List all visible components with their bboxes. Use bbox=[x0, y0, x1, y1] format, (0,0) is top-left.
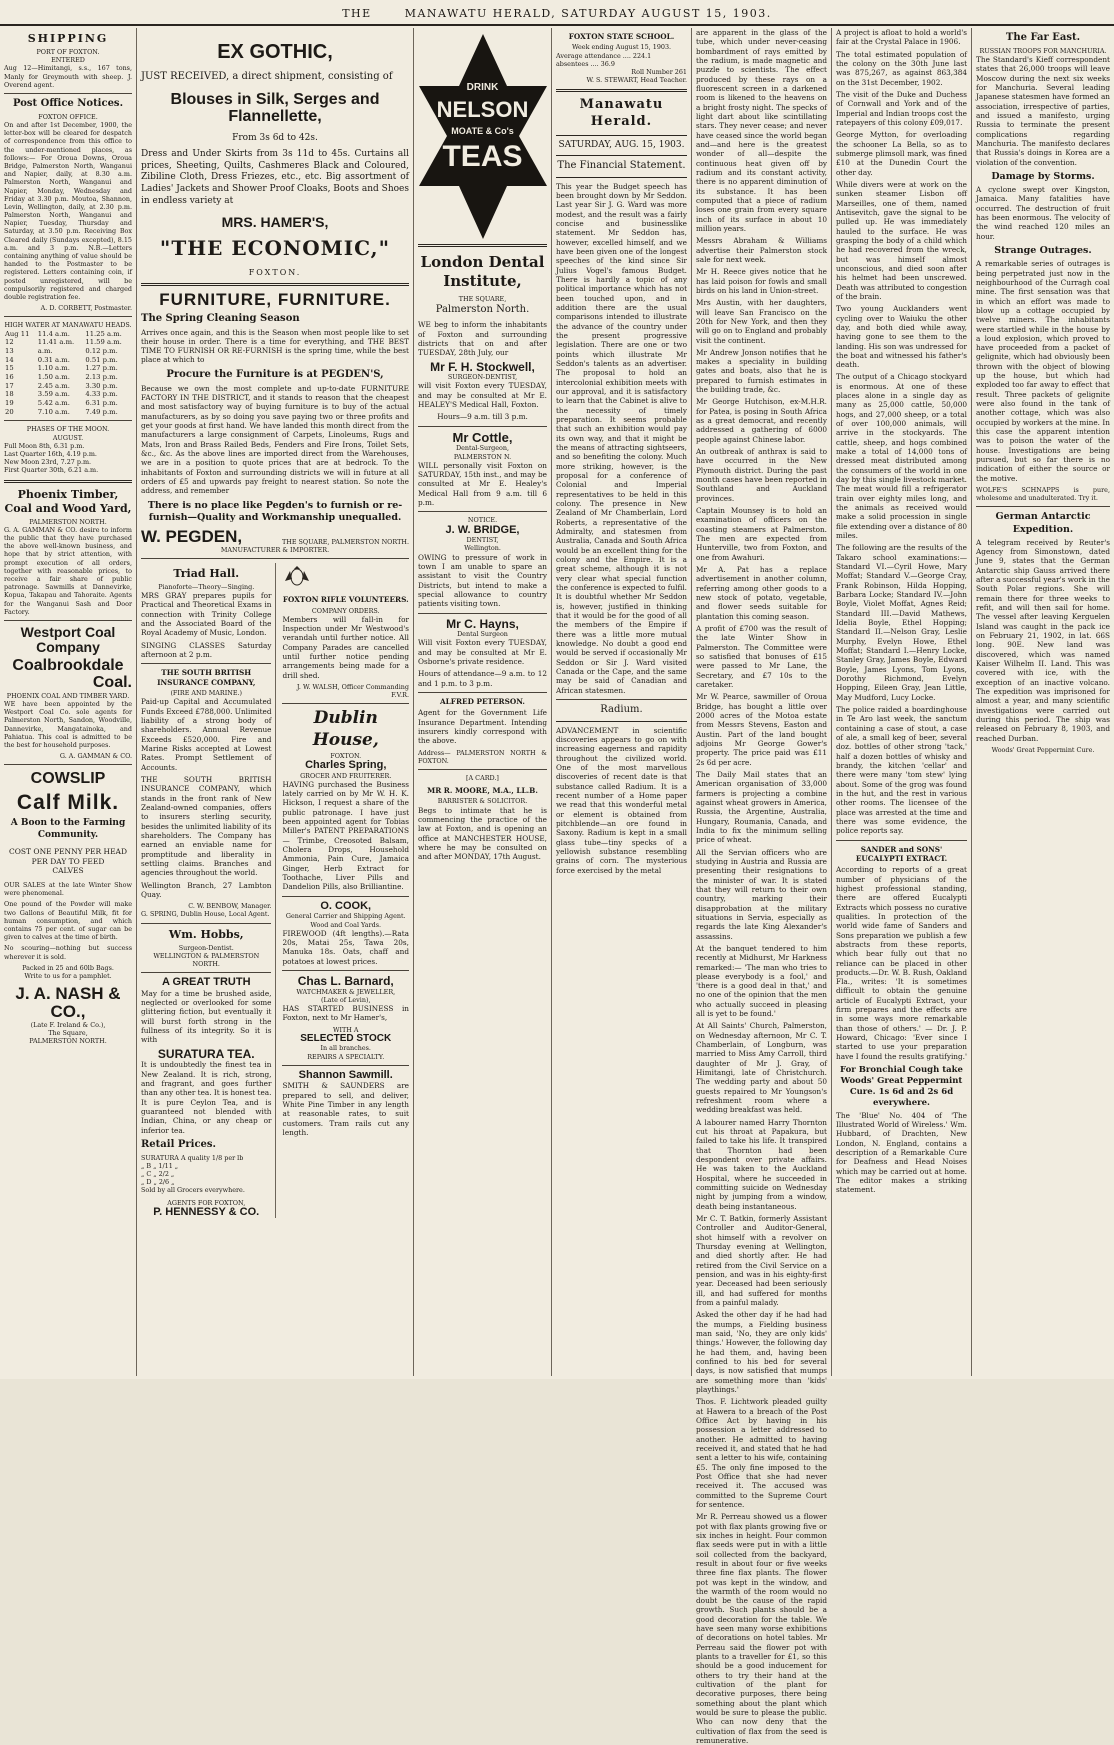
hobbs: Wm. Hobbs, bbox=[168, 927, 244, 941]
moon-row: First Quarter 30th, 6.21 a.m. bbox=[4, 466, 99, 475]
singing: SINGING CLASSES Saturday afternoon at 2 p.m. bbox=[141, 640, 272, 660]
sanders-text: According to reports of a great number of physicians of the highest professional standing, there are offered Eucalypti Extracts which possess no curative qualities. In protection of the world wide fame of Sanders and Sons preparation we publish a few abstracts from these reports, which bear fully out that no reliance can be placed in other products.—Dr. W. B. Rush, Oakland Fla., writes: 'It is sometimes difficult to obtain the genuine article of Eucalypti Extract, your firm prepares and the effects are in some ways more remarkable than those of others.' — Dr. J. P. Howard, Chicago: 'Ever since I started to use your preparation have I found the results gratifying.' bbox=[836, 865, 967, 1061]
cook: O. COOK, bbox=[320, 899, 372, 912]
col6-text9: The police raided a boardinghouse in Te Aro last week, the sanctum containing a case of stout, a case of ale, a small keg of beer, several doz. bottles of other strong 'tack,' half a dozen bottles of whisky and brandy, the kitchen 'cellar' and there were many 'tom stew' lying about. Some of the grog was found in the hut, and the rest in various other rooms. The licensee of the place was arrested at the time and there was some evidence, the police reports say. bbox=[836, 704, 967, 836]
great-truth: A GREAT TRUTH bbox=[161, 976, 251, 989]
stockwell-role: SURGEON-DENTIST, bbox=[447, 373, 518, 382]
tide-cell: 20 bbox=[5, 407, 14, 416]
calf-milk: Calf Milk. bbox=[16, 791, 120, 815]
coal: Coal. bbox=[92, 674, 132, 692]
cost-b: PER DAY TO FEED bbox=[31, 856, 105, 866]
southbrit-sub: (FIRE AND MARINE.) bbox=[170, 689, 243, 698]
masthead-center: MANAWATU HERALD, SATURDAY AUGUST 15, 1903. bbox=[404, 7, 772, 20]
tide-row bbox=[4, 330, 132, 339]
procure-text: Because we own the most complete and up-to-date FURNITURE FACTORY IN THE DISTRICT, and it stands to reason that the cheapest and most satisfactory way of buying furniture is to buy of the actual manufacturers, as by so doing you save paying two or three profits and get your goods at first hand. We have landed this month direct from the manufacturers a large consignment of Carpets, Linoleums, Rugs and Mats, Iron and Brass Railed Beds, Fenders and Fire Irons, Toilet Sets, &c., &c. As the above lines are imported direct from the Warehouses, we are in a position to quote prices that are at bedrock. To the inhabitants of Foxton and surrounding districts we will in future at all orders of £5 and upwards pay freight to nearest station. So note the address, and remember bbox=[141, 383, 409, 496]
barnard-text: HAS STARTED BUSINESS in Foxton, next to Mr Hamer's, bbox=[282, 1003, 409, 1023]
southbrit-branch: Wellington Branch, 27 Lambton Quay. bbox=[141, 880, 272, 899]
cowslip: COWSLIP bbox=[30, 770, 106, 788]
tide-cell: 1.50 a.m. bbox=[37, 372, 70, 381]
noplace: There is no place like Pegden's to furnish or re-furnish—Quality and Workmanship unequalled. bbox=[147, 499, 403, 523]
tide-cell: 0.12 p.m. bbox=[85, 346, 118, 355]
moon-row: New Moon 23rd, 7.27 p.m. bbox=[4, 458, 92, 467]
col6-text10: The 'Blue' No. 404 of 'The Illustrated World of Wireless.' Wm. Hubbard, of Drachten, New London, N. England, contains a description of a Remarkable Cure for Deafness and Head Noises which may be carried out at home. The editor makes a striking statement. bbox=[836, 1110, 967, 1195]
tide-cell: 11.4 a.m. bbox=[37, 329, 70, 338]
rifle-text: Members will fall-in for Inspection under Mr Westwood's verandah until further notice. All Company Parades are cancelled until further notice pending arrangements being made for a drill shed. bbox=[282, 614, 409, 680]
tide-row bbox=[4, 356, 132, 365]
rifle-sub: COMPANY ORDERS. bbox=[311, 606, 380, 615]
stockwell-text: will visit Foxton every TUESDAY, and may be consulted at Mr E. HEALEY'S Medical Hall, Foxton. bbox=[418, 381, 547, 410]
cost-a: COST ONE PENNY PER HEAD bbox=[9, 847, 127, 857]
col5-text13: All the Servian officers who are studying in Austria and Russia are presenting their resignations to the minister of war. It is stated that they will return to their own country, marking their disapprobation at the military situations in Servia, especially as regards the late King Alexander's assassins. bbox=[696, 847, 827, 941]
barnard-role: WATCHMAKER & JEWELLER, bbox=[296, 987, 396, 996]
london: London Dental Institute, bbox=[420, 253, 545, 291]
col5-text16: A labourer named Harry Thornton cut his throat at Papakura, but failed to take his life. It transpired that Thornton had been despondent over private affairs. He was taken to the Auckland Hospital, where he succeeded in committing suicide on Wednesday night by jumping from a window, death being instantaneous. bbox=[696, 1117, 827, 1211]
triad-text: MRS GRAY prepares pupils for Practical and Theoretical Exams in connection with Trinity College and the Associated Board of the Royal Academy of Music, London. bbox=[141, 591, 272, 638]
tide-row bbox=[4, 399, 132, 408]
col6-text8: The following are the results of the Takaro school examinations:— Standard VI.—Cyril Howe, Mary Moffat; Standard V.—George Cray, Frank Robinson, Hilda Hopping, Barbara Locke; Standard IV.—John Boyle, Violet Moffat, Agnes Reid; Standard III.—David Mathews, Idelia Boyle, Ethel Hopping; Standard II.—Nelson Gray, Leslie Murphy, Evelyn Howe, Ethel Moffat; Standard I.—Henry Locke, Stanley Gray, James Boyle, Edward Boyle, James Lyons, Tom Lyons, Dorothy Richmond, Evelyn Hopping, Eileen Gray, Jean Little, May Mudford, Lucy Locke. bbox=[836, 543, 967, 702]
masthead bbox=[0, 2, 1114, 26]
shipping-entered: ENTERED bbox=[51, 56, 85, 65]
dublin-loc: FOXTON. bbox=[330, 751, 362, 760]
col5-text5: Mr Andrew Jonson notifies that he makes a speciality in building gates and boats, also that he is prepared to furnish estimates in the building trade, &c. bbox=[696, 347, 827, 395]
phoenix-title: Phoenix Timber, Coal and Wood Yard, bbox=[4, 487, 132, 515]
retail-list bbox=[141, 1154, 271, 1187]
teas: TEAS bbox=[442, 140, 523, 173]
col5-text10: A profit of £700 was the result of the late Winter Show in Palmerston. The Committee were so satisfied that bonuses of £15 were passed to Mr Lane, the Secretary, and £7 10s to the caretaker. bbox=[696, 624, 827, 689]
tide-cell: a.m. bbox=[37, 346, 53, 355]
tide-cell: 5.42 a.m. bbox=[37, 399, 70, 407]
sanders: SANDER and SONS' EUCALYPTI EXTRACT. bbox=[855, 844, 948, 863]
shipping-row: Aug 12—Himitangi, s.s., 167 tons, Manly for Greymouth with sheep. J. Overend agent. bbox=[4, 64, 132, 89]
school-sign: W. S. STEWART, Head Teacher. bbox=[586, 76, 687, 85]
pegden: W. PEGDEN, bbox=[141, 526, 243, 546]
storms-text: A cyclone swept over Kingston, Jamaica. Many fatalities have occurred. The destruction of fruit has been enormous. The velocity of the wind reached 120 miles an hour. bbox=[976, 185, 1110, 241]
retail-row: „ C „ 2/2 „ bbox=[141, 1170, 175, 1179]
col5-text8: Captain Mounsey is to hold an examination of officers on the coasting steamers at Palmerston. The men are expected from Hunterville, two from Foxton, and one from Awahuri. bbox=[696, 506, 827, 562]
great-text: May for a time be brushed aside, neglected or overlooked for some glittering fiction, but eventually it will burst forth strong in the fullness of its integrity. So it is with bbox=[141, 988, 272, 1045]
radium: Radium. bbox=[600, 703, 643, 715]
column-6 bbox=[832, 28, 972, 1376]
nash-late: (Late F. Ireland & Co.), bbox=[30, 1020, 106, 1029]
cottle-loc: PALMERSTON N. bbox=[453, 452, 512, 461]
col5-text20: Mr R. Perreau showed us a flower pot with flax plants growing five or six inches in height. Four common flax seeds were put in with a little soil collected from the backyard, result in about four or five weeks three fine flax plants. The flower pot was kept in the window, and the warmth of the room would no doubt be the cause of the rapid growth. Such plants should be a good decoration for the table. We have seen many worse exhibitions of decorations on hotel tables. Mr Perreau said the flower pot with plants to a traveller for £1, so this should be a good inducement for others to try their hand at the cultivation of the plant for decorative purposes, there being something about the plant which would be sure to please the public. Who can now deny that the cultivation of flax from the seed is remunerative. bbox=[696, 1512, 827, 1745]
dublin: Dublin House, bbox=[312, 708, 379, 751]
nelson: NELSON bbox=[436, 97, 529, 122]
moon-list bbox=[4, 442, 132, 475]
spring-text: Arrives once again, and this is the Season when most people like to set their house in order. There is a time for everything, and THE BEST TIME TO FURNISH OR RE-FURNISH is the spring time, while the best place at which to bbox=[141, 327, 409, 365]
col5-text17: Mr C. T. Batkin, formerly Assistant Controller and Auditor-General, shot himself with a revolver on Thursday evening at Wellington, and died shortly after. He had retired from the Civil Service on a pension, and was in his eighty-first year. Deceased had been seriously ill, and had suffered for months from a painful malady. bbox=[696, 1214, 827, 1307]
economic: "THE ECONOMIC," bbox=[159, 236, 391, 261]
tide-row bbox=[4, 338, 132, 347]
moore: MR R. MOORE, M.A., LL.B. bbox=[427, 786, 538, 796]
sales-text: One pound of the Powder will make two Gallons of Beautiful Milk, fit for human consumption, and which contains 75 per cent. of sugar can be given to calves at the time of birth. bbox=[4, 900, 132, 942]
bridge: J. W. BRIDGE, bbox=[445, 523, 520, 536]
tide-row bbox=[4, 373, 132, 382]
peterson-addr: Address— PALMERSTON NORTH & FOXTON. bbox=[418, 748, 547, 765]
moon-row: Full Moon 8th, 6.31 p.m. bbox=[4, 441, 85, 450]
moon-row: Last Quarter 16th, 4.19 p.m. bbox=[4, 449, 97, 458]
col5-text7: An outbreak of anthrax is said to have occurred in the New Plymouth district. During the past month cases have been reported in Southland and Auckland provinces. bbox=[696, 447, 827, 503]
column-3 bbox=[414, 28, 552, 1376]
phoenix-loc: PALMERSTON NORTH. bbox=[29, 517, 107, 526]
tide-cell: 18 bbox=[5, 390, 14, 399]
retail-row: „ B „ 1/11 „ bbox=[141, 1161, 179, 1170]
tide-row bbox=[4, 382, 132, 391]
tide-cell: 0.31 a.m. bbox=[37, 355, 70, 364]
col5-text2: Messrs Abraham & Williams advertise their Palmerston stock sale for next week. bbox=[696, 236, 827, 264]
tide-title: HIGH WATER AT MANAWATU HEADS. bbox=[4, 321, 132, 330]
barnard: Chas L. Barnard, bbox=[297, 974, 394, 988]
masthead-left: THE bbox=[342, 7, 372, 20]
school: FOXTON STATE SCHOOL. bbox=[568, 32, 675, 41]
col6-text5: While divers were at work on the sunken steamer Lisbon off Marseilles, one of them, named Antisevitch, gave the signal to be pulled up. He was immediately hauled to the surface. He was grasping the body of a child which he had recovered from the wreck, but was himself almost unconscious, and died soon after his helmet had been unscrewed. Death was attributed to congestion of the brain. bbox=[836, 179, 967, 301]
tide-cell: 16 bbox=[5, 372, 14, 381]
phoenix-coal: PHOENIX COAL AND TIMBER YARD. bbox=[6, 691, 130, 700]
peterson: ALFRED PETERSON. bbox=[440, 696, 525, 706]
date: SATURDAY, AUG. 15, 1903. bbox=[558, 139, 685, 150]
col5-text12: The Daily Mail states that an American organisation of 33,000 farmers is projecting a combine against wheat growers in America, Russia, the Argentine, Australia, Hungary, Roumania, Canada, and India to fix the minimum selling price of wheat. bbox=[696, 769, 827, 845]
pamphlet: Write to us for a pamphlet. bbox=[24, 971, 112, 980]
col2-left bbox=[141, 563, 276, 1219]
cottle-role: Dental-Surgeon, bbox=[455, 444, 510, 453]
tide-cell: 7.49 p.m. bbox=[85, 407, 118, 416]
moore-role: BARRISTER & SOLICITOR. bbox=[437, 797, 528, 806]
tide-cell: 15 bbox=[5, 364, 14, 373]
tide-row bbox=[4, 408, 132, 417]
tide-cell: 2.13 p.m. bbox=[85, 372, 118, 381]
col5-text3: Mr H. Reece gives notice that he has laid poison for fowls and small birds on his land in Union-street. bbox=[696, 267, 827, 295]
col6-text3: The visit of the Duke and Duchess of Cornwall and York and of the Imperial and Indian troops cost the ratepayers of this colony £09,017. bbox=[836, 89, 967, 127]
tide-cell: 12 bbox=[5, 338, 14, 347]
tide-cell: 17 bbox=[5, 381, 14, 390]
sales: OUR SALES at the late Winter Show were phenomenal. bbox=[4, 881, 132, 898]
tide-cell: 1.27 p.m. bbox=[85, 364, 118, 373]
col5-text15: At All Saints' Church, Palmerston, on Wednesday afternoon, Mr C. T. Chamberlain, of Longburn, was married to Miss Amy Carroll, third daughter of Mr J. Gray, of Himitangi, late of Christchurch. The wedding party and about 50 guests repaired to Mr Youngson's refreshment room where a wedding breakfast was held. bbox=[696, 1021, 827, 1115]
tide-cell: 0.51 p.m. bbox=[85, 355, 118, 364]
col5-text14: At the banquet tendered to him recently at Midhurst, Mr Harkness remarked:— 'The man who tries to please everybody is a fool,' and 'there is a good deal in that,' and no one of the opinion that the men who actually succeed in pleasing all is yet to be found.' bbox=[696, 943, 827, 1019]
moore-text: Begs to intimate that he is commencing the practice of the law at Foxton, and is opening an office at MANCHESTER HOUSE, where he may be consulted on and after MONDAY, 17th August. bbox=[418, 805, 547, 862]
hobbs-role: Surgeon-Dentist. bbox=[178, 943, 234, 952]
retail-row: SURATURA A quality 1/8 per lb bbox=[141, 1153, 244, 1162]
cook-role: General Carrier and Shipping Agent. bbox=[285, 912, 406, 921]
haynes-text: Will visit Foxton every TUESDAY, and may be consulted at Mr E. Osborne's private residence. bbox=[418, 638, 547, 666]
haynes-hours: Hours of attendance—9 a.m. to 12 and 1 p.m. to 3 p.m. bbox=[418, 669, 547, 688]
tide-cell: 13 bbox=[5, 346, 14, 355]
col6-text6: Two young Aucklanders went cycling over to Waiuku the other day, and both died while away, having gone to see them to the landing. His son was undressed for the boat and witnessed his father's death. bbox=[836, 304, 967, 370]
tide-table bbox=[4, 330, 132, 417]
german: German Antarctic Expedition. bbox=[995, 511, 1091, 535]
tide-cell: 11.41 a.m. bbox=[37, 338, 75, 347]
coalbrookdale: Coalbrookdale bbox=[12, 657, 124, 675]
tide-cell: 14 bbox=[5, 355, 14, 364]
far-east-sub: RUSSIAN TROOPS FOR MANCHURIA. bbox=[979, 46, 1107, 55]
tide-cell: 11.59 a.m. bbox=[85, 338, 122, 347]
sold: Sold by all Grocers everywhere. bbox=[141, 1186, 245, 1195]
nash: J. A. NASH & CO., bbox=[15, 984, 121, 1021]
tide-cell: 11.25 a.m. bbox=[85, 329, 122, 338]
outrages: Strange Outrages. bbox=[994, 245, 1092, 257]
german-text: A telegram received by Reuter's Agency from Simonstown, dated June 9, states that the German Antarctic ship Gauss arrived there after a successful year's work in the South Polar regions. She will remain there for three weeks to refit, and will then sail for home. The vessel after leaving Kerguelen Island was caught in the pack ice on February 21, 1902, in lat. 66S long. 90E. New land was discovered, which was named Kaiser Wilhelm II. Land. This was covered with ice, with the exception of an inactive volcano. The expedition was imprisoned for almost a year, and many scientific investigations were carried out during this period. The ship was released on February 8, 1903, and reached Durban. bbox=[976, 537, 1110, 743]
bridge-role: DENTIST, bbox=[466, 536, 499, 545]
hamer: MRS. HAMER'S, bbox=[221, 214, 329, 231]
col5-text18: Asked the other day if he had had the mumps, a Fielding business man said, 'No, they are only kids' things.' However, the following day he had them, and, having been confined to his bed for several days, is now satisfied that mumps are something more than 'kids' playthings.' bbox=[696, 1310, 827, 1394]
col6-text2: The total estimated population of the colony on the 30th June last was 875,267, as against 863,384 on the 31st December, 1902. bbox=[836, 49, 967, 87]
storms: Damage by Storms. bbox=[991, 170, 1095, 182]
cottle: Mr Cottle, bbox=[452, 429, 513, 445]
bridge-text: OWING to pressure of work in town I am unable to spare an assistant to visit the Country Districts, but intend to make a special allowance to country patients visiting town. bbox=[418, 552, 547, 609]
moon-title: PHASES OF THE MOON. bbox=[26, 425, 110, 434]
retail: Retail Prices. bbox=[141, 1138, 216, 1150]
london-sq: THE SQUARE, bbox=[458, 295, 507, 304]
far-east-text: The Standard's Kieff correspondent states that 26,000 troops will leave Moscow during the next six weeks for Manchuria. Several leading Japanese statesmen have formed an association, irrespective of parties, and issued a manifesto, urging Russia to terminate the present complications regarding Manchuria. The manifesto declares that Russia's doings in Korea are a violation of the convention. bbox=[976, 54, 1110, 167]
westport-title: Westport Coal Company bbox=[20, 623, 116, 655]
column-4 bbox=[552, 28, 692, 1376]
col5-text11: Mr W. Pearce, sawmiller of Oroua Bridge, has bought a little over 2000 acres of the Motoa estate from Messrs Stevens, Easton and Austin. Part of the land bought adjoins Mr George Gower's property. The price paid was £11 2s 6d per acre. bbox=[696, 692, 827, 767]
post-sub: FOXTON OFFICE. bbox=[38, 112, 98, 121]
haynes: Mr C. Hayns, bbox=[446, 616, 519, 631]
rifle: FOXTON RIFLE VOLUNTEERS. bbox=[282, 595, 409, 605]
phoenix-coal-text: WE have been appointed by the Westport Coal Co. sole agents for Palmerston North, Sandon, Woodville, Dannevirke, Mangatainoka, and Pahiatua. This coal is admitted to be the best for household purposes. bbox=[4, 700, 132, 749]
selected: SELECTED STOCK bbox=[300, 1032, 392, 1044]
col5-text6: Mr George Hutchison, ex-M.H.R. for Patea, is posing in South Africa as a great democrat, and recently addressed a gathering of 6000 people against Chinese labor. bbox=[696, 397, 827, 444]
spring-name: Charles Spring, bbox=[305, 759, 387, 772]
phoenix-text: G. A. GAMMAN & CO. desire to inform the public that they have purchased the above well-known business, and hope that by strict attention, with prompt execution of all orders, together with reasonable prices, to receive a fair share of public patronage. Sawmills at Dannevirke, Kopua, Takapau and Tahoraite. Agents for the Wanganui Sash and Door Factory. bbox=[4, 525, 132, 616]
tide-cell: 7.10 a.m. bbox=[37, 407, 70, 416]
card: [A CARD.] bbox=[466, 773, 499, 782]
moon-month: AUGUST. bbox=[52, 433, 84, 442]
haynes-role: Dental Surgeon bbox=[457, 630, 508, 639]
no-scouring: No scouring—nothing but success wherever it is sold. bbox=[4, 944, 132, 961]
woods: Woods' Great Peppermint Cure. bbox=[991, 745, 1095, 754]
stockwell: Mr F. H. Stockwell, bbox=[430, 359, 535, 374]
moate: MOATE & Co's bbox=[451, 126, 514, 136]
london-text: WE beg to inform the inhabitants of Foxton and surrounding districts that on and after TUESDAY, 28th July, our bbox=[418, 320, 547, 358]
far-east: The Far East. bbox=[1005, 32, 1081, 43]
nelson-tea-star bbox=[419, 34, 547, 239]
col6-text1: A project is afloat to hold a world's fair at the Crystal Palace in 1906. bbox=[836, 28, 967, 47]
southbrit-mgr: C. W. BENBOW, Manager. bbox=[188, 902, 272, 911]
column-7 bbox=[972, 28, 1114, 1376]
furniture: FURNITURE, FURNITURE. bbox=[159, 289, 391, 309]
suratura: SURATURA TEA. bbox=[157, 1046, 255, 1061]
col6-text4: George Mytton, for overloading the schooner La Bella, so as to submerge plimsoll mark, was fined £10 at the Dunedin Court the other day. bbox=[836, 130, 967, 177]
tide-row bbox=[4, 364, 132, 373]
nash-loc: PALMERSTON NORTH. bbox=[29, 1037, 107, 1046]
exgothic-sub: JUST RECEIVED, a direct shipment, consisting of bbox=[141, 71, 393, 82]
barnard-late: (Late of Levin), bbox=[320, 995, 371, 1004]
tide-cell: 4.33 p.m. bbox=[85, 390, 118, 399]
spring: The Spring Cleaning Season bbox=[141, 312, 300, 324]
packed: Packed in 25 and 60lb Bags. bbox=[22, 963, 114, 972]
tide-cell: 2.45 a.m. bbox=[37, 381, 70, 390]
royal-crest-icon bbox=[282, 565, 312, 587]
tide-cell: Aug 11 bbox=[5, 329, 30, 338]
col5-text19: Thos. F. Lichtwork pleaded guilty at Hawera to a breach of the Post Office Act by having in his possession a letter addressed to another. He admitted to having received it, and stated that he had sent a letter to his wife, containing £5. The only fine imposed to the Post Office that she had never received it. The accused was committed to the Supreme Court for sentence. bbox=[696, 1397, 827, 1509]
col2-right bbox=[282, 563, 409, 1219]
nash-sq: The Square, bbox=[48, 1028, 88, 1037]
spring-text2: HAVING purchased the Business lately carried on by Mr W. H. K. Hickson, I request a share of the public patronage. I have just been appointed agent for Tobias Miller's PATENT PREPARATIONS — Trimbe, Creosoted Balsam, Cholera Drops, Household Ammonia, Pain Cure, Jamaica Ginger, Herb Extract for Toothache, Liver Pills and Dandelion Pills, also Brilliantine. bbox=[282, 779, 409, 892]
repairs: REPAIRS A SPECIALTY. bbox=[307, 1052, 385, 1061]
column-1 bbox=[0, 28, 137, 1376]
tide-cell: 3.30 p.m. bbox=[85, 381, 118, 390]
radium-text: ADVANCEMENT in scientific discoveries appears to go on with increasing eagerness and rapidity throughout the civilized world. One of the most marvellous discoveries of recent date is that substance called Radium. It is a recent number of a Home paper we read that this wonderful metal or element is obtained from pitchblende—an ore found in Saxony. Radium is kept in a small glass tube—tiny specks of a yellowish substance resembling grains of corn. The mysterious force exercised by the metal bbox=[556, 725, 687, 875]
post-text: On and after 1st December, 1900, the letter-box will be cleared for despatch of correspondence from this office to the under-mentioned places, as follows:— For Oroua Downs, Oroua Bridge, Palmerston North, Wanganui and Napier, daily, at 8.30 a.m. Palmerston North, Wanganui and Napier, Monday, Wednesday and Friday at 3.30 p.m. Moutoa, Shannon, Levin, Wellington, daily, at 2.30 p.m. Palmerston North, Wanganui and Napier, Tuesday, Thursday and Saturday, at 3.50 p.m. Receiving Box Cleared daily (Sundays excepted), 8.15 a.m. and 3 p.m. N.B.—Letters containing anything of value should be handed to the Postmaster to be registered. Letters containing coin, if posted unregistered, will be compulsorily registered and charged double registration fee. bbox=[4, 121, 132, 301]
school-abs: absentees .... 36.9 bbox=[556, 59, 615, 68]
outrages-text: A remarkable series of outrages is being perpetrated just now in the neighbourhood of the Curragh coal mine. The first sensation was that in which an effort was made to blow up a cottage occupied by twelve miners. The inhabitants were startled while in the house by a loud explosion, which proved to have proceeded from a packet of gelignite, which had obviously been thrown with the object of blowing up the house, but which had exploded too far away to effect that result. Three packets of gelignite were also found in the tank of another cottage, which was also occupied by workers at the mine. In this case the apparent intention was to poison the water of the house. Investigations are being pursued, but so far there is no indication of either the source or the motive. bbox=[976, 259, 1110, 483]
tide-cell: 1.10 a.m. bbox=[37, 364, 70, 373]
suratura-text: It is undoubtedly the finest tea in New Zealand. It is rich, strong, and fragrant, and goes further than any other tea. It is honest tea. It is pure Ceylon Tea, and is guaranteed not blended with Indian, China, or any cheap or inferior tea. bbox=[141, 1060, 272, 1135]
tide-row bbox=[4, 390, 132, 399]
blouses: Blouses in Silk, Serges and Flannellette, bbox=[170, 90, 380, 125]
bridge-loc: Wellington. bbox=[464, 544, 501, 553]
school-roll: Roll Number 261 bbox=[631, 67, 687, 76]
hours: Hours—9 a.m. till 3 p.m. bbox=[437, 412, 528, 422]
tide-row bbox=[4, 347, 132, 356]
calves: CALVES bbox=[52, 866, 84, 876]
column-5 bbox=[692, 28, 832, 1745]
fin-text: This year the Budget speech has been brought down by Mr Seddon. Last year Sir J. G. Ward was more modest, and the result was a fairly concise and businesslike statement. Mr Seddon has, however, excelled himself, and we have been given one of the longest speeches of the kind since Sir Julius Vogel's famous Budget. There is hardly a topic of any political importance which has not been touched upon, and in addition there are the usual comparisons intended to illustrate the advance of the country under the present progressive legislation. There are one or two points which illustrate Mr Seddon's talents as an advertiser. The proposal to hold an intercolonial exhibition meets with our approval, and it is satisfactory to learn that the Cabinet is alive to the necessity of timely preparation. It seems probable that such an exhibition would pay its own way, and that it might be the means of attracting sightseers, and so benefiting the colony. Much more striking, however, is the proposal for a conference of Colonial and Imperial representatives to be held in this colony. The presence in New Zealand of Mr Chamberlain, Lord Roberts, a representative of the Admiralty, and statesmen from Australia, Canada and South Africa would be an excellent thing for the colony and the Empire. It is a great scheme, although it is not very clear what special function the conference is expected to fulfil. It is doubtful whether Mr Seddon is, however, justified in thinking that it would be for the good of all the members of the Empire if there was a little more mutual knowledge. No doubt a good end would be served if occasionally Mr Seddon or Sir J. Ward visited Canada or the Cape, and the same may be said of Canadian and African statesmen. bbox=[556, 181, 687, 695]
pegden-addr: THE SQUARE, PALMERSTON NORTH. bbox=[282, 537, 409, 546]
blouses-price: From 3s 6d to 42s. bbox=[232, 133, 318, 144]
london-loc: Palmerston North. bbox=[435, 303, 530, 315]
tide-cell: 19 bbox=[5, 399, 14, 407]
retail-row: „ D „ 2/6 „ bbox=[141, 1178, 175, 1187]
shannon: Shannon Sawmill. bbox=[298, 1068, 393, 1081]
notice: NOTICE. bbox=[467, 516, 498, 525]
col5-text4: Mrs Austin, with her daughters, will leave San Francisco on the 20th for New York, and then they will go on to England and probably visit the continent. bbox=[696, 298, 827, 345]
col6-text7: The output of a Chicago stockyard is enormous. At one of these places alone in a single day as many as 25,000 cattle, 50,000 hogs, and 27,000 sheep, or a total of over 100,000 animals, will arrive in the stockyards. The cattle, sheep, and hogs combined make a total of 14,000 tons of dressed meat distributed among the consumers of the world in one day by this single livestock market. The meat would fill a refrigerator train over eighty miles long, and the animals as received would make a solid procession in single file extending over a distance of 80 miles. bbox=[836, 372, 967, 541]
spring-role: GROCER AND FRUITERER. bbox=[300, 771, 392, 780]
boon: A Boon to the Farming Community. bbox=[10, 818, 126, 840]
col5-text1: are apparent in the glass of the tube, which under never-ceasing bombardment of rays emitted by the radium, is made magnetic and puzzle to scientists. The effect produced by these rays on a fluorescent screen in a darkened room is likened to the heavens on a bright frosty night. The specks of light dart about like scintillating stars. They never cease; and never have ceased since the world began and—and here is the greatest wonder of all—despite the continuous heat given off by radium and its constant activity, there is no apparent diminution of its substance. It has been computed that a piece of radium loses one grain from every square inch of its surface in about 10 million years. bbox=[696, 28, 827, 233]
southbrit-agent: G. SPRING, Dublin House, Local Agent. bbox=[141, 910, 270, 919]
rifle-sign: J. W. WALSH, Officer Commanding F.V.R. bbox=[296, 683, 409, 700]
post-sign: A. D. CORBETT, Postmaster. bbox=[40, 304, 132, 313]
dress: Dress and Under Skirts from 3s 11d to 45s. Curtains all prices, Sheeting, Quilts, Cashmeres Black and Coloured, Zibiline Cloth, Dress Friezes, etc., etc. Big assortment of Ladies' Jackets and Shower Proof Cloaks, Boots and Shoes in endless variety at bbox=[141, 148, 409, 206]
southbrit-text: Paid-up Capital and Accumulated Funds Exceed £788,000. Unlimited liability of a strong body of shareholders. Annual Revenue Exceeds £520,000. Fire and Marine Risks accepted at Lowest Rates. Prompt Settlement of Accounts. bbox=[141, 697, 272, 772]
shipping-sub: PORT OF FOXTON. bbox=[36, 48, 100, 57]
foxton: FOXTON. bbox=[248, 267, 302, 277]
agents: AGENTS FOR FOXTON, bbox=[167, 1198, 246, 1207]
school-week: Week ending August 15, 1903. bbox=[571, 43, 672, 52]
triad: Triad Hall. bbox=[173, 566, 240, 580]
exgothic: EX GOTHIC, bbox=[217, 41, 333, 63]
phoenix-coal-sign: G. A. GAMMAN & CO. bbox=[59, 752, 132, 761]
hennessy: P. HENNESSY & CO. bbox=[153, 1205, 260, 1218]
cook-text: FIREWOOD (4ft lengths).—Rata 20s, Matai 25s, Tawa 20s, Manuka 18s. Oats, chaff and potatoes at lowest prices. bbox=[282, 928, 409, 966]
column-2 bbox=[137, 28, 414, 1376]
southbrit: THE SOUTH BRITISH INSURANCE COMPANY, bbox=[157, 668, 256, 687]
shipping-title: SHIPPING bbox=[27, 32, 109, 45]
branches: In all branches. bbox=[320, 1044, 371, 1053]
bronchial: For Bronchial Cough take Woods' Great Peppermint Cure. 1s 6d and 2s 6d everywhere. bbox=[840, 1065, 963, 1108]
hobbs-loc: WELLINGTON & PALMERSTON NORTH. bbox=[153, 951, 260, 969]
cottle-text: WILL personally visit Foxton on SATURDAY, 15th inst., and may be consulted at Mr E. Healey's Medical Hall from 9 a.m. till 6 p.m. bbox=[418, 460, 547, 508]
herald: Manawatu Herald. bbox=[579, 97, 664, 129]
barnard-with: WITH A bbox=[332, 1025, 359, 1034]
southbrit-text2: THE SOUTH BRITISH INSURANCE COMPANY, which stands in the front rank of New Zealand-owned companies, offers to insurers sterling security, besides the unlimited liability of its shareholders. The Company has earned an enviable name for promptitude and liberality in settling claims. Branches and agencies throughout the world. bbox=[141, 774, 272, 878]
triad-sub: Pianoforte—Theory—Singing. bbox=[158, 582, 255, 591]
fin: The Financial Statement. bbox=[557, 160, 686, 172]
col5-text9: Mr A. Pat has a replace advertisement in another column, referring among other goods to a new stock of potato, vegetable, and flower seeds suitable for plantation this coming season. bbox=[696, 565, 827, 621]
peterson-text: Agent for the Government Life Insurance Department. Intending insurers kindly correspond with the above. bbox=[418, 708, 547, 746]
wolfe: WOLFE'S SCHNAPPS is pure, wholesome and unadulterated. Try it. bbox=[976, 486, 1110, 503]
pegden-role: MANUFACTURER & IMPORTER. bbox=[220, 545, 330, 554]
cook-sub: Wood and Coal Yards. bbox=[310, 920, 382, 929]
procure: Procure the Furniture is at PEGDEN'S, bbox=[166, 368, 384, 380]
tide-cell: 3.59 a.m. bbox=[37, 390, 70, 399]
tide-cell: 6.31 p.m. bbox=[85, 399, 118, 407]
drink: DRINK bbox=[466, 82, 499, 93]
post-title: Post Office Notices. bbox=[12, 98, 124, 110]
school-avg: Average attendance .... 224.1 bbox=[556, 51, 652, 60]
shannon-text: SMITH & SAUNDERS are prepared to sell, and deliver, White Pine Timber in any length at reasonable rates, to suit customers. Tram rails cut any length. bbox=[282, 1081, 409, 1137]
